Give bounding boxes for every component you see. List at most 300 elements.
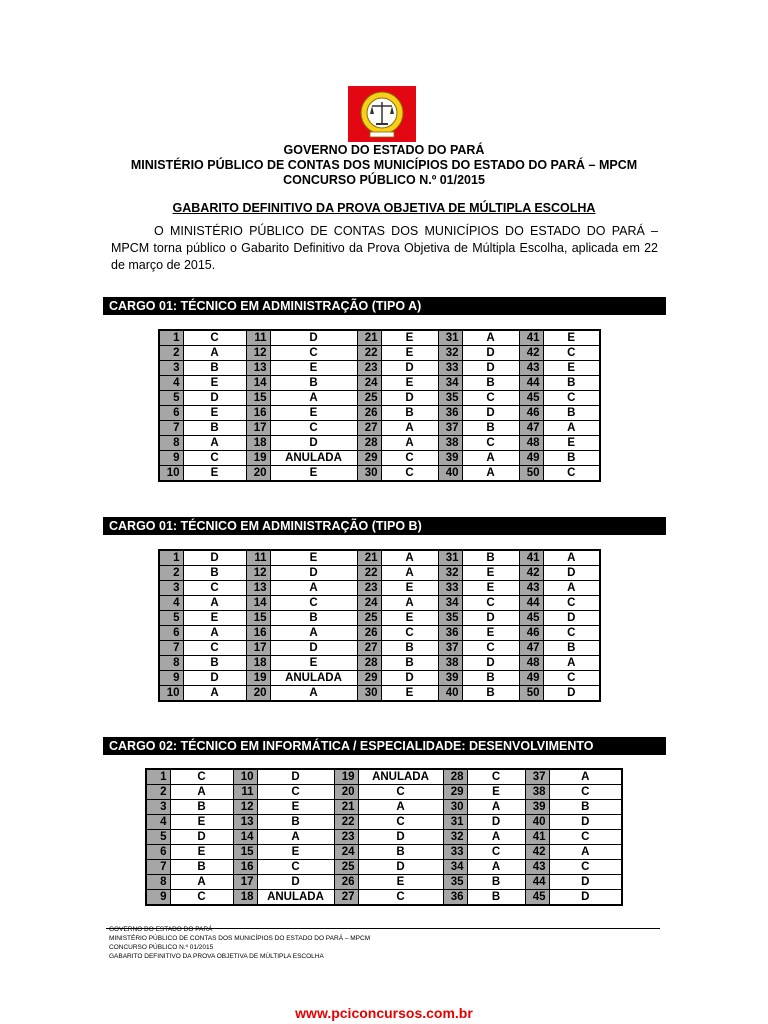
question-number-40: 40 <box>525 815 549 830</box>
answer-23: D <box>358 830 443 845</box>
question-number-24: 24 <box>357 376 381 391</box>
answer-43: A <box>543 581 600 596</box>
answer-38: C <box>462 436 519 451</box>
question-number-20: 20 <box>246 466 270 482</box>
question-number-1: 1 <box>146 769 170 785</box>
answer-32: E <box>462 566 519 581</box>
question-number-36: 36 <box>443 890 467 906</box>
question-number-45: 45 <box>525 890 549 906</box>
question-number-34: 34 <box>443 860 467 875</box>
question-number-41: 41 <box>519 330 543 346</box>
answer-11: C <box>257 785 334 800</box>
answer-15: E <box>257 845 334 860</box>
answer-13: B <box>257 815 334 830</box>
question-number-22: 22 <box>334 815 358 830</box>
answer-47: A <box>543 421 600 436</box>
answer-18: ANULADA <box>257 890 334 906</box>
answer-17: D <box>270 641 357 656</box>
answer-33: D <box>462 361 519 376</box>
question-number-36: 36 <box>438 626 462 641</box>
question-number-31: 31 <box>443 815 467 830</box>
answer-8: B <box>183 656 246 671</box>
question-number-1: 1 <box>159 330 183 346</box>
section-title-cargo-01-tipo-a: CARGO 01: TÉCNICO EM ADMINISTRAÇÃO (TIPO A) <box>103 297 666 315</box>
answer-48: E <box>543 436 600 451</box>
answer-row <box>159 451 600 466</box>
answer-10: A <box>183 686 246 702</box>
question-number-26: 26 <box>357 406 381 421</box>
answer-row <box>159 686 600 702</box>
question-number-11: 11 <box>233 785 257 800</box>
question-number-29: 29 <box>443 785 467 800</box>
question-number-49: 49 <box>519 671 543 686</box>
website-link[interactable]: www.pciconcursos.com.br <box>295 1005 473 1021</box>
answer-row <box>159 566 600 581</box>
answer-25: E <box>381 611 438 626</box>
answer-8: A <box>183 436 246 451</box>
question-number-4: 4 <box>159 596 183 611</box>
answer-16: C <box>257 860 334 875</box>
question-number-12: 12 <box>246 566 270 581</box>
answer-15: B <box>270 611 357 626</box>
answer-6: E <box>183 406 246 421</box>
answer-27: A <box>381 421 438 436</box>
question-number-26: 26 <box>334 875 358 890</box>
answer-row <box>146 800 622 815</box>
question-number-31: 31 <box>438 550 462 566</box>
answer-41: A <box>543 550 600 566</box>
answer-39: B <box>549 800 622 815</box>
question-number-18: 18 <box>246 436 270 451</box>
question-number-5: 5 <box>159 611 183 626</box>
answer-6: A <box>183 626 246 641</box>
answer-row <box>146 890 622 906</box>
question-number-27: 27 <box>334 890 358 906</box>
question-number-17: 17 <box>246 641 270 656</box>
answer-42: D <box>543 566 600 581</box>
question-number-19: 19 <box>246 671 270 686</box>
question-number-14: 14 <box>233 830 257 845</box>
answer-table-cargo-01-tipo-a <box>158 329 601 482</box>
question-number-13: 13 <box>233 815 257 830</box>
answer-24: E <box>381 376 438 391</box>
question-number-38: 38 <box>525 785 549 800</box>
answer-20: A <box>270 686 357 702</box>
answer-12: E <box>257 800 334 815</box>
answer-14: A <box>257 830 334 845</box>
answer-29: D <box>381 671 438 686</box>
answer-39: B <box>462 671 519 686</box>
answer-19: ANULADA <box>358 769 443 785</box>
question-number-44: 44 <box>519 596 543 611</box>
answer-row <box>159 421 600 436</box>
answer-23: E <box>381 581 438 596</box>
question-number-5: 5 <box>159 391 183 406</box>
answer-9: C <box>183 451 246 466</box>
answer-22: C <box>358 815 443 830</box>
question-number-8: 8 <box>159 656 183 671</box>
question-number-34: 34 <box>438 376 462 391</box>
answer-table-cargo-01-tipo-b <box>158 549 601 702</box>
question-number-17: 17 <box>233 875 257 890</box>
answer-row <box>159 466 600 482</box>
question-number-21: 21 <box>357 550 381 566</box>
question-number-18: 18 <box>246 656 270 671</box>
footer-line-government: GOVERNO DO ESTADO DO PARÁ <box>109 926 213 933</box>
answer-25: D <box>381 391 438 406</box>
answer-16: A <box>270 626 357 641</box>
question-number-37: 37 <box>438 421 462 436</box>
question-number-45: 45 <box>519 391 543 406</box>
question-number-40: 40 <box>438 466 462 482</box>
question-number-10: 10 <box>159 686 183 702</box>
answer-31: D <box>467 815 525 830</box>
question-number-30: 30 <box>357 466 381 482</box>
question-number-25: 25 <box>334 860 358 875</box>
question-number-27: 27 <box>357 421 381 436</box>
question-number-10: 10 <box>159 466 183 482</box>
answer-41: E <box>543 330 600 346</box>
question-number-2: 2 <box>146 785 170 800</box>
question-number-47: 47 <box>519 641 543 656</box>
answer-10: E <box>183 466 246 482</box>
question-number-23: 23 <box>357 361 381 376</box>
question-number-44: 44 <box>525 875 549 890</box>
answer-2: B <box>183 566 246 581</box>
question-number-1: 1 <box>159 550 183 566</box>
question-number-6: 6 <box>146 845 170 860</box>
question-number-26: 26 <box>357 626 381 641</box>
answer-48: A <box>543 656 600 671</box>
question-number-3: 3 <box>159 361 183 376</box>
question-number-35: 35 <box>438 611 462 626</box>
question-number-9: 9 <box>159 451 183 466</box>
question-number-27: 27 <box>357 641 381 656</box>
question-number-17: 17 <box>246 421 270 436</box>
answer-row <box>146 769 622 785</box>
answer-35: D <box>462 611 519 626</box>
answer-row <box>159 436 600 451</box>
answer-19: ANULADA <box>270 451 357 466</box>
question-number-9: 9 <box>159 671 183 686</box>
answer-44: B <box>543 376 600 391</box>
answer-20: C <box>358 785 443 800</box>
answer-13: A <box>270 581 357 596</box>
question-number-37: 37 <box>438 641 462 656</box>
answer-14: B <box>270 376 357 391</box>
answer-row <box>159 641 600 656</box>
question-number-42: 42 <box>519 566 543 581</box>
answer-17: D <box>257 875 334 890</box>
question-number-2: 2 <box>159 346 183 361</box>
answer-4: E <box>170 815 233 830</box>
answer-row <box>159 330 600 346</box>
question-number-33: 33 <box>438 361 462 376</box>
answer-18: E <box>270 656 357 671</box>
answer-8: A <box>170 875 233 890</box>
question-number-15: 15 <box>246 391 270 406</box>
answer-45: D <box>543 611 600 626</box>
question-number-11: 11 <box>246 550 270 566</box>
answer-12: D <box>270 566 357 581</box>
answer-21: A <box>358 800 443 815</box>
answer-3: C <box>183 581 246 596</box>
question-number-14: 14 <box>246 376 270 391</box>
question-number-38: 38 <box>438 656 462 671</box>
answer-22: A <box>381 566 438 581</box>
question-number-36: 36 <box>438 406 462 421</box>
question-number-42: 42 <box>525 845 549 860</box>
answer-row <box>159 581 600 596</box>
question-number-20: 20 <box>334 785 358 800</box>
question-number-2: 2 <box>159 566 183 581</box>
answer-row <box>146 785 622 800</box>
question-number-19: 19 <box>246 451 270 466</box>
answer-23: D <box>381 361 438 376</box>
answer-9: C <box>170 890 233 906</box>
answer-row <box>146 815 622 830</box>
question-number-13: 13 <box>246 361 270 376</box>
answer-29: E <box>467 785 525 800</box>
answer-row <box>159 346 600 361</box>
question-number-46: 46 <box>519 406 543 421</box>
answer-9: D <box>183 671 246 686</box>
answer-38: D <box>462 656 519 671</box>
question-number-32: 32 <box>443 830 467 845</box>
question-number-41: 41 <box>519 550 543 566</box>
answer-37: C <box>462 641 519 656</box>
answer-40: D <box>549 815 622 830</box>
question-number-7: 7 <box>159 421 183 436</box>
answer-45: C <box>543 391 600 406</box>
question-number-25: 25 <box>357 611 381 626</box>
answer-30: C <box>381 466 438 482</box>
answer-36: D <box>462 406 519 421</box>
question-number-45: 45 <box>519 611 543 626</box>
question-number-16: 16 <box>246 406 270 421</box>
answer-14: C <box>270 596 357 611</box>
answer-43: C <box>549 860 622 875</box>
question-number-30: 30 <box>357 686 381 702</box>
question-number-32: 32 <box>438 566 462 581</box>
question-number-3: 3 <box>146 800 170 815</box>
answer-1: C <box>170 769 233 785</box>
answer-49: B <box>543 451 600 466</box>
answer-11: D <box>270 330 357 346</box>
answer-42: A <box>549 845 622 860</box>
answer-row <box>146 830 622 845</box>
answer-24: A <box>381 596 438 611</box>
question-number-40: 40 <box>438 686 462 702</box>
answer-46: C <box>543 626 600 641</box>
answer-2: A <box>183 346 246 361</box>
question-number-47: 47 <box>519 421 543 436</box>
question-number-23: 23 <box>334 830 358 845</box>
question-number-32: 32 <box>438 346 462 361</box>
footer-line-ministry: MINISTÉRIO PÚBLICO DE CONTAS DOS MUNICÍPIOS DO ESTADO DO PARÁ – MPCM <box>109 935 371 942</box>
question-number-18: 18 <box>233 890 257 906</box>
answer-3: B <box>183 361 246 376</box>
answer-28: B <box>381 656 438 671</box>
answer-21: A <box>381 550 438 566</box>
answer-35: C <box>462 391 519 406</box>
answer-table-cargo-02-informatica <box>145 768 623 906</box>
question-number-35: 35 <box>443 875 467 890</box>
question-number-8: 8 <box>146 875 170 890</box>
answer-50: D <box>543 686 600 702</box>
answer-27: C <box>358 890 443 906</box>
answer-36: E <box>462 626 519 641</box>
answer-34: C <box>462 596 519 611</box>
answer-17: C <box>270 421 357 436</box>
answer-row <box>159 376 600 391</box>
answer-21: E <box>381 330 438 346</box>
answer-50: C <box>543 466 600 482</box>
answer-7: B <box>170 860 233 875</box>
answer-20: E <box>270 466 357 482</box>
answer-18: D <box>270 436 357 451</box>
question-number-22: 22 <box>357 346 381 361</box>
header-line-contest: CONCURSO PÚBLICO N.º 01/2015 <box>283 173 485 187</box>
answer-12: C <box>270 346 357 361</box>
question-number-30: 30 <box>443 800 467 815</box>
answer-35: B <box>467 875 525 890</box>
answer-40: A <box>462 466 519 482</box>
answer-19: ANULADA <box>270 671 357 686</box>
answer-row <box>146 845 622 860</box>
question-number-22: 22 <box>357 566 381 581</box>
answer-row <box>159 656 600 671</box>
question-number-14: 14 <box>246 596 270 611</box>
question-number-24: 24 <box>334 845 358 860</box>
answer-3: B <box>170 800 233 815</box>
answer-30: A <box>467 800 525 815</box>
question-number-20: 20 <box>246 686 270 702</box>
answer-row <box>159 361 600 376</box>
question-number-23: 23 <box>357 581 381 596</box>
header-line-ministry: MINISTÉRIO PÚBLICO DE CONTAS DOS MUNICÍPIOS DO ESTADO DO PARÁ – MPCM <box>130 158 638 172</box>
question-number-16: 16 <box>246 626 270 641</box>
answer-31: B <box>462 550 519 566</box>
answer-11: E <box>270 550 357 566</box>
answer-37: A <box>549 769 622 785</box>
answer-33: C <box>467 845 525 860</box>
answer-47: B <box>543 641 600 656</box>
answer-row <box>159 596 600 611</box>
question-number-34: 34 <box>438 596 462 611</box>
section-title-cargo-02-informatica: CARGO 02: TÉCNICO EM INFORMÁTICA / ESPECIALIDADE: DESENVOLVIMENTO <box>103 737 666 755</box>
question-number-28: 28 <box>357 656 381 671</box>
answer-46: B <box>543 406 600 421</box>
question-number-19: 19 <box>334 769 358 785</box>
answer-row <box>159 391 600 406</box>
answer-row <box>159 671 600 686</box>
question-number-4: 4 <box>146 815 170 830</box>
answer-row <box>159 550 600 566</box>
answer-29: C <box>381 451 438 466</box>
answer-row <box>159 406 600 421</box>
answer-42: C <box>543 346 600 361</box>
question-number-28: 28 <box>357 436 381 451</box>
question-number-15: 15 <box>246 611 270 626</box>
document-subtitle: GABARITO DEFINITIVO DA PROVA OBJETIVA DE MÚLTIPLA ESCOLHA <box>172 201 596 215</box>
answer-row <box>159 626 600 641</box>
question-number-31: 31 <box>438 330 462 346</box>
question-number-8: 8 <box>159 436 183 451</box>
answer-45: D <box>549 890 622 906</box>
answer-6: E <box>170 845 233 860</box>
question-number-39: 39 <box>438 451 462 466</box>
state-coat-of-arms-logo <box>348 86 416 142</box>
answer-row <box>159 611 600 626</box>
question-number-29: 29 <box>357 671 381 686</box>
answer-41: C <box>549 830 622 845</box>
question-number-10: 10 <box>233 769 257 785</box>
question-number-43: 43 <box>519 581 543 596</box>
question-number-38: 38 <box>438 436 462 451</box>
answer-26: E <box>358 875 443 890</box>
question-number-43: 43 <box>525 860 549 875</box>
answer-28: A <box>381 436 438 451</box>
answer-5: D <box>183 391 246 406</box>
question-number-35: 35 <box>438 391 462 406</box>
answer-33: E <box>462 581 519 596</box>
question-number-24: 24 <box>357 596 381 611</box>
answer-1: C <box>183 330 246 346</box>
answer-7: B <box>183 421 246 436</box>
question-number-29: 29 <box>357 451 381 466</box>
question-number-11: 11 <box>246 330 270 346</box>
question-number-25: 25 <box>357 391 381 406</box>
answer-25: D <box>358 860 443 875</box>
answer-13: E <box>270 361 357 376</box>
answer-26: C <box>381 626 438 641</box>
question-number-33: 33 <box>443 845 467 860</box>
question-number-4: 4 <box>159 376 183 391</box>
answer-24: B <box>358 845 443 860</box>
answer-34: A <box>467 860 525 875</box>
question-number-48: 48 <box>519 436 543 451</box>
question-number-6: 6 <box>159 406 183 421</box>
question-number-50: 50 <box>519 686 543 702</box>
intro-paragraph: O MINISTÉRIO PÚBLICO DE CONTAS DOS MUNICÍPIOS DO ESTADO DO PARÁ – MPCM torna público o Gabarito Definitivo da Prova Objetiva de Múltipla Escolha, aplicada em 22 de março de 2015. <box>111 224 658 272</box>
question-number-39: 39 <box>438 671 462 686</box>
answer-4: E <box>183 376 246 391</box>
question-number-37: 37 <box>525 769 549 785</box>
question-number-3: 3 <box>159 581 183 596</box>
answer-row <box>146 875 622 890</box>
answer-31: A <box>462 330 519 346</box>
answer-34: B <box>462 376 519 391</box>
answer-4: A <box>183 596 246 611</box>
question-number-7: 7 <box>159 641 183 656</box>
answer-26: B <box>381 406 438 421</box>
answer-43: E <box>543 361 600 376</box>
footer-line-contest: CONCURSO PÚBLICO N.º 01/2015 <box>109 944 214 951</box>
question-number-33: 33 <box>438 581 462 596</box>
question-number-16: 16 <box>233 860 257 875</box>
answer-49: C <box>543 671 600 686</box>
answer-10: D <box>257 769 334 785</box>
answer-36: B <box>467 890 525 906</box>
answer-28: C <box>467 769 525 785</box>
footer-line-subtitle: GABARITO DEFINITIVO DA PROVA OBJETIVA DE MÚLTIPLA ESCOLHA <box>109 953 324 960</box>
answer-30: E <box>381 686 438 702</box>
question-number-13: 13 <box>246 581 270 596</box>
question-number-12: 12 <box>233 800 257 815</box>
question-number-46: 46 <box>519 626 543 641</box>
question-number-5: 5 <box>146 830 170 845</box>
